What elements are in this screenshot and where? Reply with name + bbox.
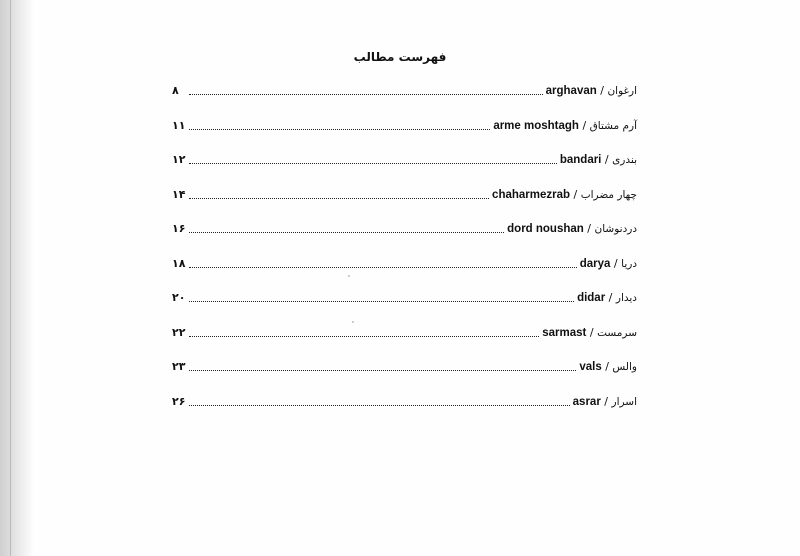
toc-entry-title-en: bandari xyxy=(559,154,602,166)
toc-entry-page: ۲۶ xyxy=(172,394,186,408)
toc-entry-page: ۲۰ xyxy=(172,291,186,304)
toc-entry-page: ۱۸ xyxy=(172,256,186,270)
toc-entry-title: چهار مضراب / chaharmezrab xyxy=(492,187,637,201)
toc-entry-title-fa: دردنوشان xyxy=(594,223,637,235)
toc-entry-title-en: darya xyxy=(579,257,611,270)
dot-leader xyxy=(189,257,577,268)
dot-leader xyxy=(189,188,489,199)
toc-entry-title-en: didar xyxy=(577,292,606,304)
dot-leader xyxy=(189,153,557,164)
toc-entry xyxy=(172,291,637,326)
toc-entry-title-fa: چهار مضراب xyxy=(580,188,637,201)
toc-entry xyxy=(172,153,637,188)
toc-list xyxy=(172,84,637,429)
dot-leader xyxy=(189,84,543,95)
toc-entry-title: والس / vals xyxy=(579,360,637,373)
toc-entry-title-fa: دریا xyxy=(621,257,637,270)
toc-entry-page: ۱۶ xyxy=(172,222,186,235)
toc-entry-title-en: arghavan xyxy=(545,85,597,97)
toc-entry-page: ۲۲ xyxy=(172,325,186,339)
dot-leader xyxy=(189,222,504,233)
toc-entry-title: دیدار / didar xyxy=(577,291,637,304)
toc-entry-title: آرم مشتاق / arme moshtagh xyxy=(493,118,637,132)
toc-entry-title: سرمست / sarmast xyxy=(542,325,637,339)
toc-entry-page: ۱۱ xyxy=(172,118,186,132)
toc-entry-title-fa: دیدار xyxy=(615,292,637,304)
toc-entry xyxy=(172,188,637,223)
toc-entry xyxy=(172,395,637,430)
toc-title: فهرست مطالب xyxy=(353,50,447,64)
toc-entry-title-en: vals xyxy=(579,361,602,373)
toc-entry xyxy=(172,119,637,154)
toc-entry-title-en: dord noushan xyxy=(507,223,584,235)
toc-entry-title: اسرار / asrar xyxy=(572,394,637,408)
toc-entry-title-fa: سرمست xyxy=(597,326,637,339)
toc-entry-title-fa: والس xyxy=(612,361,637,373)
scan-speck xyxy=(348,275,350,277)
toc-entry-title: بندری / bandari xyxy=(559,153,637,166)
toc-entry xyxy=(172,257,637,292)
toc-entry xyxy=(172,326,637,361)
toc-entry xyxy=(172,360,637,395)
toc-entry xyxy=(172,222,637,257)
dot-leader xyxy=(189,395,570,406)
toc-entry-page: ۲۳ xyxy=(172,360,186,373)
toc-entry-title-fa: اسرار xyxy=(611,395,637,408)
scan-speck xyxy=(352,321,354,323)
toc-entry-title-en: sarmast xyxy=(542,326,587,339)
toc-entry-page: ۸ xyxy=(172,84,179,97)
toc-entry-title-en: arme moshtagh xyxy=(493,119,579,132)
binding-edge-line xyxy=(10,0,11,556)
toc-entry-title-en: asrar xyxy=(572,395,601,408)
toc-entry-page: ۱۲ xyxy=(172,153,186,166)
toc-entry-page: ۱۴ xyxy=(172,187,186,201)
toc-entry-title: دردنوشان / dord noushan xyxy=(507,222,637,235)
toc-entry-title-fa: آرم مشتاق xyxy=(589,119,637,132)
toc-entry-title-fa: ارغوان xyxy=(607,85,637,97)
toc-entry-title: دریا / darya xyxy=(579,256,637,270)
binding-shadow xyxy=(0,0,34,556)
dot-leader xyxy=(189,291,574,302)
toc-entry-title-fa: بندری xyxy=(612,154,637,166)
dot-leader xyxy=(189,326,539,337)
toc-entry-title: ارغوان / arghavan xyxy=(545,84,637,97)
toc-entry-title-en: chaharmezrab xyxy=(492,188,571,201)
dot-leader xyxy=(189,119,490,130)
dot-leader xyxy=(189,360,576,371)
toc-entry xyxy=(172,84,637,119)
